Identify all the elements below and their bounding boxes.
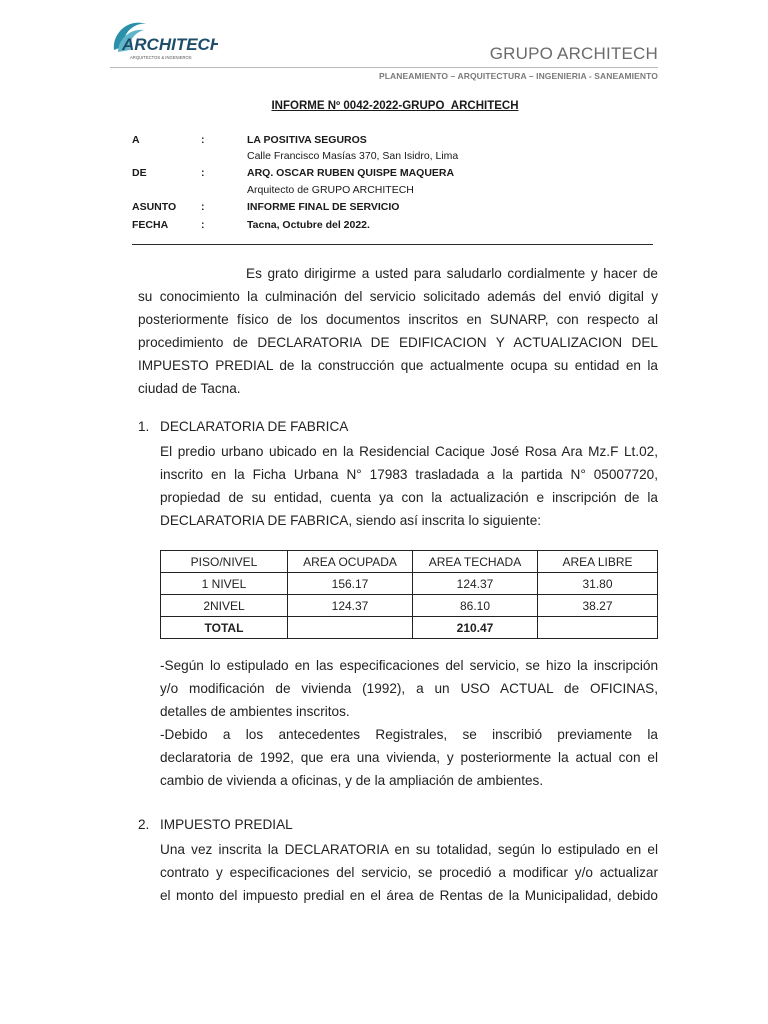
header-divider	[110, 67, 658, 68]
memo-colon: :	[201, 201, 205, 213]
memo-date-label: FECHA	[132, 219, 169, 231]
intro-line: procedimiento de DECLARATORIA DE EDIFICACION Y ACTUALIZACION DEL	[138, 335, 658, 350]
company-name: GRUPO ARCHITECH	[489, 44, 658, 63]
note-line: detalles de ambientes inscritos.	[160, 704, 350, 719]
section-1-line: El predio urbano ubicado en la Residencial Cacique José Rosa Ara Mz.F Lt.02,	[160, 444, 658, 459]
table-cell: 124.37	[413, 573, 538, 595]
table-cell: 31.80	[538, 573, 658, 595]
company-logo	[108, 14, 218, 62]
note-line: -Debido a los antecedentes Registrales, se inscribió previamente la	[160, 727, 658, 742]
section-1-title: DECLARATORIA DE FABRICA	[160, 419, 349, 434]
logo-tagline: ARQUITECTOS & INGENIEROS	[130, 55, 192, 60]
section-2-number: 2.	[138, 817, 150, 832]
company-services: PLANEAMIENTO – ARQUITECTURA – INGENIERIA - SANEAMIENTO	[379, 71, 658, 81]
intro-line: ciudad de Tacna.	[138, 381, 241, 396]
area-table	[160, 550, 658, 639]
intro-line: IMPUESTO PREDIAL de la construcción que actualmente ocupa su entidad en la	[138, 358, 658, 373]
memo-subject-value: INFORME FINAL DE SERVICIO	[247, 201, 400, 213]
table-cell: 86.10	[413, 595, 538, 617]
section-1-line: DECLARATORIA DE FABRICA, siendo así inscrita lo siguiente:	[160, 513, 542, 528]
note-line: y/o modificación de vivienda (1992), a un USO ACTUAL de OFICINAS,	[160, 681, 658, 696]
table-row	[161, 573, 658, 595]
table-cell: 38.27	[538, 595, 658, 617]
table-cell: 124.37	[288, 595, 413, 617]
memo-colon: :	[201, 219, 205, 231]
table-header: AREA LIBRE	[538, 551, 658, 573]
report-title: INFORME Nº 0042-2022-GRUPO_ARCHITECH	[271, 100, 519, 112]
note-line: declaratoria de 1992, que era una vivienda, y posteriormente la actual con el	[160, 750, 658, 765]
intro-line: Es grato dirigirme a usted para saludarlo cordialmente y hacer de	[246, 266, 658, 281]
intro-line: su conocimiento la culminación del servicio solicitado además del envió digital y	[138, 289, 658, 304]
memo-date-value: Tacna, Octubre del 2022.	[247, 219, 370, 231]
logo-wordmark: ARCHITECH	[122, 35, 218, 54]
table-header: AREA TECHADA	[413, 551, 538, 573]
table-header-row	[161, 551, 658, 573]
memo-divider	[132, 244, 653, 245]
section-2-line: Una vez inscrita la DECLARATORIA en su totalidad, según lo estipulado en el	[160, 842, 658, 857]
table-total-value: 210.47	[413, 617, 538, 639]
table-cell: 156.17	[288, 573, 413, 595]
memo-to-label: A	[132, 134, 140, 146]
table-cell: 1 NIVEL	[161, 573, 288, 595]
memo-to-value: LA POSITIVA SEGUROS	[247, 134, 367, 146]
memo-from-role: Arquitecto de GRUPO ARCHITECH	[247, 184, 414, 196]
table-total-row	[161, 617, 658, 639]
section-2-line: el monto del impuesto predial en el área de Rentas de la Municipalidad, debido	[160, 888, 658, 903]
table-header: AREA OCUPADA	[288, 551, 413, 573]
memo-to-address: Calle Francisco Masías 370, San Isidro, Lima	[247, 150, 459, 162]
memo-colon: :	[201, 134, 205, 146]
memo-from-value: ARQ. OSCAR RUBEN QUISPE MAQUERA	[247, 167, 455, 179]
memo-subject-label: ASUNTO	[132, 201, 177, 213]
section-1-line: inscrito en la Ficha Urbana N° 17983 trasladada a la partida N° 05007720,	[160, 467, 658, 482]
intro-line: posteriormente físico de los documentos inscritos en SUNARP, con respecto al	[138, 312, 658, 327]
table-total-label: TOTAL	[161, 617, 288, 639]
section-2-line: contrato y especificaciones del servicio, se procedió a modificar y/o actualizar	[160, 865, 658, 880]
note-line: cambio de vivienda a oficinas, y de la ampliación de ambientes.	[160, 773, 544, 788]
memo-from-label: DE	[132, 167, 147, 179]
table-cell	[538, 617, 658, 639]
table-header: PISO/NIVEL	[161, 551, 288, 573]
table-cell	[288, 617, 413, 639]
section-1-number: 1.	[138, 419, 150, 434]
section-1-line: propiedad de su entidad, cuenta ya con la actualización e inscripción de la	[160, 490, 658, 505]
table-cell: 2NIVEL	[161, 595, 288, 617]
table-row	[161, 595, 658, 617]
note-line: -Según lo estipulado en las especificaciones del servicio, se hizo la inscripción	[160, 658, 658, 673]
section-2-title: IMPUESTO PREDIAL	[160, 817, 293, 832]
memo-colon: :	[201, 167, 205, 179]
